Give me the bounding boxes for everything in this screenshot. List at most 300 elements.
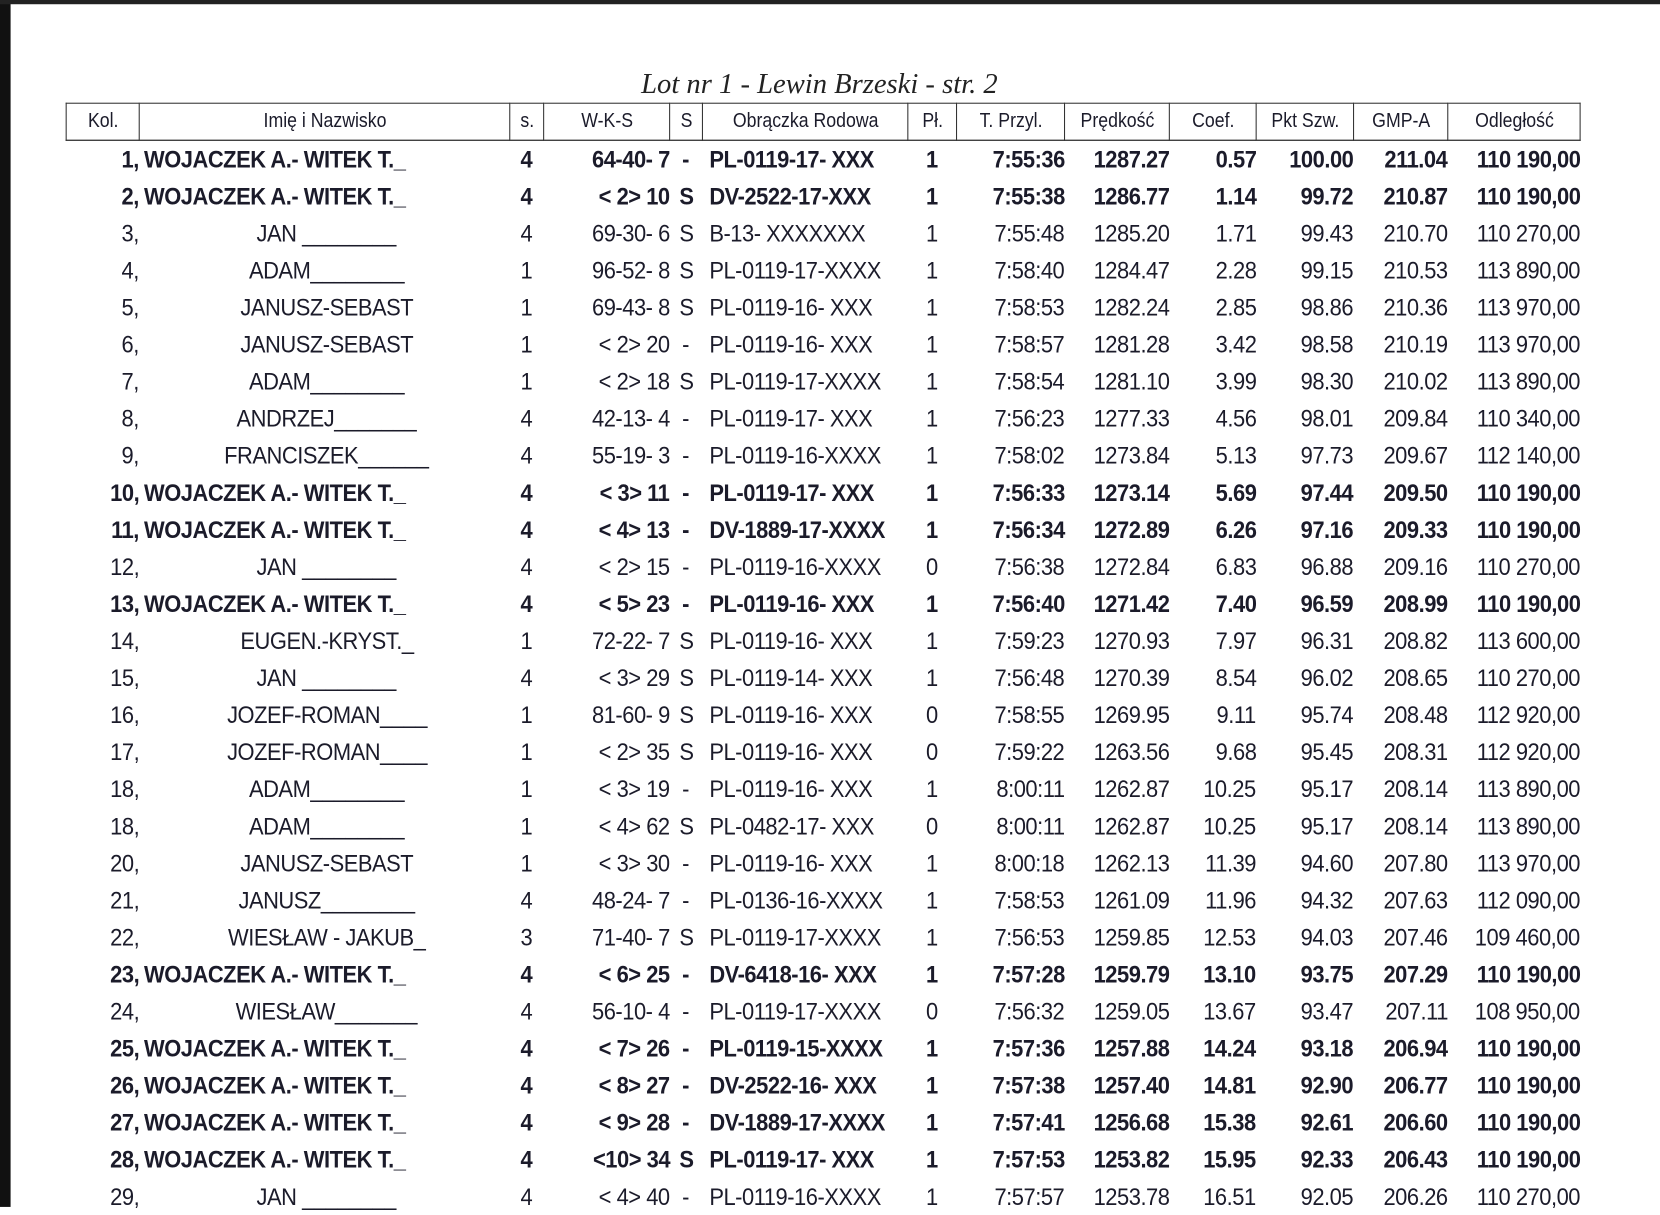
cell-gmp (1354, 1067, 1448, 1104)
cell-text: 7:55:36 (992, 145, 1065, 173)
cell-text: 96.02 (1301, 663, 1354, 692)
cell-text: 1.14 (1215, 182, 1257, 210)
cell-text: 112 140,00 (1476, 441, 1581, 470)
table-row (66, 437, 1580, 474)
cell-text: 7:58:40 (994, 256, 1065, 284)
cell-text: JANUSZ-SEBAST (240, 330, 414, 358)
header-gmp: GMP-A (1359, 103, 1442, 140)
cell-s (510, 845, 544, 882)
cell-text: - (682, 552, 690, 581)
cell-wks (544, 956, 670, 993)
table-row (66, 326, 1580, 363)
cell-text: 1 (926, 219, 939, 247)
cell-text: 113 890,00 (1476, 367, 1581, 395)
cell-text: DV-2522-16- XXX (708, 1071, 876, 1099)
cell-name (139, 919, 510, 956)
cell-text: 93.47 (1301, 997, 1354, 1025)
cell-text: 208.65 (1383, 663, 1448, 692)
cell-pl (908, 289, 957, 326)
cell-text: 12.53 (1203, 923, 1257, 951)
cell-text: 1 (926, 960, 939, 988)
cell-text: 4 (520, 589, 533, 618)
cell-text: 4 (520, 515, 533, 544)
cell-distance (1448, 993, 1580, 1030)
cell-coef (1169, 919, 1256, 956)
cell-s (510, 808, 544, 845)
cell-text: 7:58:54 (994, 367, 1065, 395)
cell-text: 112 920,00 (1476, 700, 1581, 729)
cell-text: PL-0136-16-XXXX (708, 886, 882, 914)
cell-text: 1284.47 (1093, 256, 1170, 284)
cell-points (1256, 511, 1353, 548)
cell-coef (1169, 771, 1256, 808)
cell-kol (66, 437, 139, 474)
cell-ring (702, 1104, 907, 1141)
cell-name (139, 771, 510, 808)
cell-text: - (682, 774, 690, 803)
cell-text: - (682, 1034, 690, 1062)
cell-text: S (678, 737, 694, 766)
cell-pl (908, 993, 957, 1030)
cell-time (957, 993, 1065, 1030)
cell-ring (702, 697, 907, 734)
cell-distance (1448, 919, 1580, 956)
cell-name (139, 882, 510, 919)
cell-wks (544, 289, 670, 326)
cell-name (139, 215, 510, 252)
cell-time (957, 882, 1065, 919)
cell-text: 2, (121, 182, 140, 210)
cell-text: 13.67 (1203, 997, 1257, 1025)
cell-text: 92.90 (1301, 1071, 1354, 1099)
cell-text: 7, (121, 367, 140, 395)
cell-wks (544, 363, 670, 400)
cell-points (1256, 956, 1353, 993)
cell-s (510, 1067, 544, 1104)
cell-text: ADAM________ (249, 256, 405, 284)
cell-text: 20, (110, 849, 140, 877)
cell-kol (66, 771, 139, 808)
cell-text: 1.71 (1215, 219, 1257, 247)
cell-text: 1285.20 (1093, 219, 1170, 247)
cell-text: WIESŁAW - JAKUB_ (227, 923, 426, 951)
cell-text: WOJACZEK A.- WITEK T._ (143, 515, 405, 544)
cell-text: 112 090,00 (1476, 886, 1581, 914)
cell-text: - (682, 145, 690, 173)
cell-text: 207.46 (1383, 923, 1448, 951)
cell-kol (66, 400, 139, 437)
cell-text: 15.95 (1203, 1145, 1257, 1174)
cell-text: 0 (926, 997, 939, 1025)
cell-gmp (1354, 326, 1448, 363)
cell-time (957, 215, 1065, 252)
cell-text: 108 950,00 (1475, 997, 1581, 1025)
cell-text: 1 (520, 737, 533, 766)
cell-coef (1169, 697, 1256, 734)
cell-kol (66, 585, 139, 622)
cell-time (957, 919, 1065, 956)
cell-text: 5.69 (1215, 478, 1257, 507)
cell-kol (66, 808, 139, 845)
cell-name (139, 845, 510, 882)
cell-text: 1 (926, 145, 939, 173)
cell-pl (908, 1067, 957, 1104)
cell-kol (66, 1067, 139, 1104)
cell-text: 1 (926, 256, 939, 284)
cell-text: S (678, 663, 694, 692)
cell-time (957, 1141, 1065, 1178)
cell-speed (1065, 400, 1170, 437)
cell-text: 4 (520, 478, 533, 507)
cell-text: JOZEF-ROMAN____ (226, 737, 427, 766)
cell-text: PL-0119-17-XXXX (708, 923, 881, 951)
cell-text: 110 190,00 (1476, 182, 1581, 210)
cell-text: 12, (110, 552, 140, 581)
cell-s (510, 215, 544, 252)
table-row (66, 1178, 1580, 1215)
cell-ring (702, 474, 907, 511)
cell-coef (1169, 252, 1256, 289)
cell-text: 7:56:48 (994, 663, 1065, 692)
cell-text: < 2> 10 (598, 182, 670, 210)
cell-text: 4.56 (1215, 404, 1257, 432)
table-row (66, 1141, 1580, 1178)
cell-s-flag (670, 1104, 703, 1141)
header-speed: Prędkość (1071, 103, 1163, 140)
cell-text: PL-0119-16- XXX (708, 330, 872, 358)
cell-pl (908, 548, 957, 585)
cell-points (1256, 474, 1353, 511)
cell-s-flag (670, 1067, 703, 1104)
cell-distance (1448, 882, 1580, 919)
cell-name (139, 326, 510, 363)
cell-points (1256, 178, 1353, 215)
cell-text: < 3> 29 (598, 663, 670, 692)
cell-s (510, 178, 544, 215)
cell-s-flag (670, 993, 703, 1030)
cell-ring (702, 623, 907, 660)
cell-text: PL-0119-16- XXX (708, 774, 872, 803)
cell-text: 96.59 (1301, 589, 1354, 618)
cell-text: 4 (520, 886, 533, 914)
cell-ring (702, 400, 907, 437)
header-kol: Kol. (71, 103, 135, 140)
cell-text: 4 (520, 145, 533, 173)
cell-ring (702, 548, 907, 585)
cell-text: 1262.13 (1093, 849, 1170, 877)
cell-ring (702, 140, 907, 178)
cell-text: 3.42 (1215, 330, 1257, 358)
cell-ring (702, 845, 907, 882)
cell-text: 110 270,00 (1476, 219, 1581, 247)
cell-text: 206.77 (1383, 1071, 1448, 1099)
cell-text: 207.29 (1383, 960, 1448, 988)
cell-text: 208.48 (1383, 700, 1448, 729)
cell-name (139, 548, 510, 585)
cell-speed (1065, 697, 1170, 734)
cell-text: 210.53 (1383, 256, 1448, 284)
header-pl: Pł. (911, 103, 954, 140)
cell-name (139, 400, 510, 437)
cell-speed (1065, 548, 1170, 585)
cell-text: 113 970,00 (1476, 330, 1581, 358)
cell-text: 94.03 (1301, 923, 1354, 951)
header-ring: Obrączka Rodowa (715, 103, 896, 140)
table-row (66, 956, 1580, 993)
cell-pl (908, 660, 957, 697)
cell-text: 1 (520, 849, 533, 877)
cell-text: - (682, 441, 690, 470)
table-row (66, 845, 1580, 882)
cell-text: 1 (926, 886, 939, 914)
cell-s (510, 326, 544, 363)
cell-text: < 9> 28 (598, 1108, 670, 1136)
cell-time (957, 697, 1065, 734)
cell-s-flag (670, 178, 703, 215)
cell-text: 110 270,00 (1476, 663, 1581, 692)
cell-s (510, 400, 544, 437)
cell-text: - (682, 478, 690, 507)
cell-coef (1169, 1178, 1256, 1215)
cell-s-flag (670, 474, 703, 511)
cell-text: - (682, 589, 690, 618)
cell-text: 97.16 (1301, 515, 1354, 544)
cell-text: 94.60 (1301, 849, 1354, 877)
cell-distance (1448, 585, 1580, 622)
cell-text: 8.54 (1215, 663, 1257, 692)
cell-time (957, 140, 1065, 178)
cell-ring (702, 326, 907, 363)
table-row (66, 919, 1580, 956)
cell-pl (908, 178, 957, 215)
cell-text: 8:00:11 (996, 774, 1065, 803)
cell-text: 1 (520, 367, 533, 395)
cell-text: JANUSZ-SEBAST (240, 849, 414, 877)
cell-gmp (1354, 474, 1448, 511)
table-row (66, 771, 1580, 808)
cell-text: 206.94 (1383, 1034, 1448, 1062)
cell-s (510, 1030, 544, 1067)
cell-text: 1263.56 (1093, 737, 1170, 766)
cell-text: 15.38 (1203, 1108, 1257, 1136)
cell-text: 207.80 (1383, 849, 1448, 877)
cell-text: 22, (110, 923, 140, 951)
cell-text: JAN ________ (256, 1182, 397, 1211)
cell-text: 18, (110, 774, 140, 803)
cell-s (510, 1141, 544, 1178)
cell-distance (1448, 1030, 1580, 1067)
cell-s (510, 993, 544, 1030)
cell-time (957, 252, 1065, 289)
cell-text: < 4> 40 (598, 1182, 670, 1211)
cell-gmp (1354, 660, 1448, 697)
cell-speed (1065, 1178, 1170, 1215)
cell-s (510, 697, 544, 734)
cell-text: DV-2522-17-XXX (708, 182, 871, 210)
cell-text: 207.11 (1385, 997, 1448, 1025)
cell-s (510, 1104, 544, 1141)
cell-distance (1448, 1141, 1580, 1178)
cell-coef (1169, 437, 1256, 474)
cell-text: 110 190,00 (1476, 145, 1581, 173)
cell-points (1256, 1030, 1353, 1067)
cell-text: 113 970,00 (1476, 849, 1581, 877)
cell-points (1256, 400, 1353, 437)
cell-wks (544, 1030, 670, 1067)
cell-coef (1169, 845, 1256, 882)
cell-ring (702, 178, 907, 215)
cell-time (957, 1030, 1065, 1067)
cell-text: 206.43 (1383, 1145, 1448, 1174)
cell-time (957, 548, 1065, 585)
cell-text: 7:56:32 (994, 997, 1065, 1025)
cell-kol (66, 511, 139, 548)
cell-ring (702, 215, 907, 252)
cell-speed (1065, 326, 1170, 363)
cell-text: EUGEN.-KRYST._ (240, 626, 414, 655)
cell-text: - (682, 1071, 690, 1099)
cell-gmp (1354, 1178, 1448, 1215)
cell-time (957, 437, 1065, 474)
cell-text: 9, (121, 441, 140, 470)
cell-pl (908, 697, 957, 734)
cell-distance (1448, 178, 1580, 215)
cell-text: 14.81 (1203, 1071, 1257, 1099)
cell-distance (1448, 660, 1580, 697)
table-row (66, 882, 1580, 919)
cell-wks (544, 882, 670, 919)
cell-wks (544, 400, 670, 437)
cell-text: 3.99 (1215, 367, 1257, 395)
cell-pl (908, 919, 957, 956)
cell-text: WOJACZEK A.- WITEK T._ (143, 478, 405, 507)
cell-s-flag (670, 1030, 703, 1067)
table-row (66, 215, 1580, 252)
cell-text: - (682, 404, 690, 432)
cell-distance (1448, 474, 1580, 511)
cell-text: 1256.68 (1093, 1108, 1170, 1136)
cell-text: 208.14 (1383, 812, 1448, 840)
cell-kol (66, 660, 139, 697)
cell-kol (66, 919, 139, 956)
cell-s (510, 252, 544, 289)
cell-distance (1448, 1067, 1580, 1104)
cell-speed (1065, 1104, 1170, 1141)
cell-text: 10.25 (1203, 774, 1257, 803)
cell-gmp (1354, 623, 1448, 660)
cell-kol (66, 1030, 139, 1067)
cell-text: PL-0119-17-XXXX (708, 367, 881, 395)
cell-text: 208.14 (1383, 774, 1448, 803)
cell-text: 1 (520, 700, 533, 729)
cell-speed (1065, 882, 1170, 919)
cell-text: 25, (110, 1034, 140, 1062)
cell-ring (702, 660, 907, 697)
cell-points (1256, 734, 1353, 771)
scan-top-edge (0, 0, 1660, 4)
cell-text: 1270.39 (1093, 663, 1170, 692)
cell-text: 24, (110, 997, 140, 1025)
cell-coef (1169, 956, 1256, 993)
table-row (66, 140, 1580, 178)
cell-distance (1448, 1178, 1580, 1215)
cell-text: 4 (520, 997, 533, 1025)
cell-ring (702, 734, 907, 771)
cell-gmp (1354, 697, 1448, 734)
cell-name (139, 697, 510, 734)
cell-text: S (678, 256, 694, 284)
cell-points (1256, 845, 1353, 882)
scan-edge (0, 0, 11, 1207)
cell-text: 7:57:53 (992, 1145, 1065, 1174)
cell-text: PL-0119-17- XXX (708, 145, 874, 173)
cell-text: 7:57:57 (994, 1182, 1065, 1211)
cell-text: 11.39 (1205, 849, 1257, 877)
cell-text: 110 190,00 (1476, 1145, 1581, 1174)
cell-text: 72-22- 7 (591, 626, 670, 655)
cell-s-flag (670, 140, 703, 178)
cell-time (957, 771, 1065, 808)
cell-speed (1065, 1141, 1170, 1178)
cell-text: WOJACZEK A.- WITEK T._ (143, 960, 405, 988)
cell-ring (702, 585, 907, 622)
cell-text: 113 600,00 (1476, 626, 1581, 655)
cell-speed (1065, 660, 1170, 697)
cell-gmp (1354, 363, 1448, 400)
table-row (66, 1067, 1580, 1104)
cell-coef (1169, 1067, 1256, 1104)
cell-time (957, 845, 1065, 882)
cell-text: 1271.42 (1093, 589, 1170, 618)
table-row (66, 474, 1580, 511)
cell-text: PL-0119-17- XXX (708, 1145, 874, 1174)
cell-text: 81-60- 9 (591, 700, 670, 729)
cell-wks (544, 178, 670, 215)
cell-text: PL-0119-16-XXXX (708, 552, 881, 581)
cell-text: 1 (520, 812, 533, 840)
cell-text: 1 (926, 1108, 939, 1136)
cell-text: 13, (110, 589, 140, 618)
cell-pl (908, 808, 957, 845)
cell-text: S (678, 219, 694, 247)
cell-ring (702, 1141, 907, 1178)
cell-text: 98.01 (1301, 404, 1354, 432)
cell-name (139, 1030, 510, 1067)
cell-text: 1 (926, 441, 939, 470)
cell-time (957, 734, 1065, 771)
cell-text: 7.40 (1215, 589, 1257, 618)
cell-text: 1 (926, 923, 939, 951)
cell-text: 10, (110, 478, 140, 507)
cell-s-flag (670, 845, 703, 882)
cell-text: 1253.82 (1093, 1145, 1170, 1174)
cell-text: 96.31 (1301, 626, 1354, 655)
cell-text: 110 190,00 (1476, 589, 1581, 618)
cell-text: PL-0119-16- XXX (708, 626, 872, 655)
cell-text: 208.31 (1383, 737, 1448, 766)
cell-points (1256, 1104, 1353, 1141)
cell-gmp (1354, 585, 1448, 622)
cell-text: 27, (110, 1108, 140, 1136)
cell-speed (1065, 511, 1170, 548)
cell-text: ADAM________ (249, 774, 405, 803)
cell-speed (1065, 178, 1170, 215)
cell-text: DV-1889-17-XXXX (708, 1108, 885, 1136)
cell-distance (1448, 697, 1580, 734)
cell-text: 1272.84 (1093, 552, 1170, 581)
cell-name (139, 1178, 510, 1215)
cell-text: 7:57:28 (992, 960, 1065, 988)
